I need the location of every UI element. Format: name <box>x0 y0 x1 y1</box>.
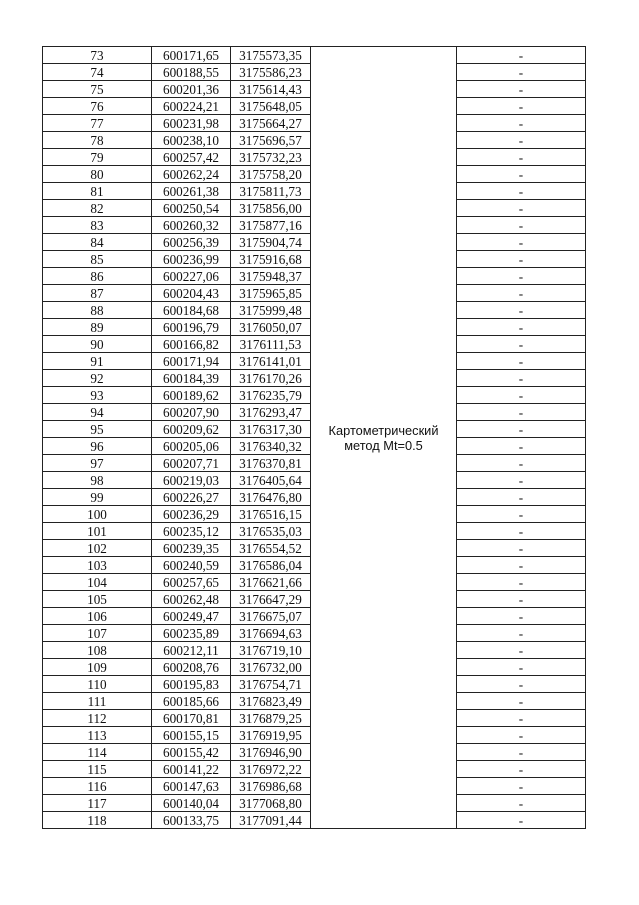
note-cell: - <box>457 370 586 387</box>
note-cell: - <box>457 234 586 251</box>
note-cell: - <box>457 795 586 812</box>
note-cell: - <box>457 64 586 81</box>
x-coordinate-cell: 600257,42 <box>152 149 231 166</box>
note-cell: - <box>457 421 586 438</box>
y-coordinate-cell: 3177068,80 <box>231 795 311 812</box>
point-number-cell: 118 <box>43 812 152 829</box>
note-cell: - <box>457 285 586 302</box>
note-cell: - <box>457 81 586 98</box>
y-coordinate-cell: 3176946,90 <box>231 744 311 761</box>
x-coordinate-cell: 600140,04 <box>152 795 231 812</box>
x-coordinate-cell: 600240,59 <box>152 557 231 574</box>
coordinates-table <box>42 46 586 829</box>
point-number-cell: 109 <box>43 659 152 676</box>
note-cell: - <box>457 98 586 115</box>
y-coordinate-cell: 3176986,68 <box>231 778 311 795</box>
point-number-cell: 81 <box>43 183 152 200</box>
note-cell: - <box>457 132 586 149</box>
point-number-cell: 94 <box>43 404 152 421</box>
x-coordinate-cell: 600219,03 <box>152 472 231 489</box>
x-coordinate-cell: 600166,82 <box>152 336 231 353</box>
x-coordinate-cell: 600250,54 <box>152 200 231 217</box>
point-number-cell: 79 <box>43 149 152 166</box>
point-number-cell: 113 <box>43 727 152 744</box>
y-coordinate-cell: 3175732,23 <box>231 149 311 166</box>
point-number-cell: 116 <box>43 778 152 795</box>
x-coordinate-cell: 600209,62 <box>152 421 231 438</box>
y-coordinate-cell: 3176719,10 <box>231 642 311 659</box>
note-cell: - <box>457 47 586 64</box>
note-cell: - <box>457 336 586 353</box>
point-number-cell: 100 <box>43 506 152 523</box>
point-number-cell: 77 <box>43 115 152 132</box>
y-coordinate-cell: 3176405,64 <box>231 472 311 489</box>
y-coordinate-cell: 3175758,20 <box>231 166 311 183</box>
point-number-cell: 73 <box>43 47 152 64</box>
point-number-cell: 97 <box>43 455 152 472</box>
x-coordinate-cell: 600262,48 <box>152 591 231 608</box>
y-coordinate-cell: 3175948,37 <box>231 268 311 285</box>
point-number-cell: 92 <box>43 370 152 387</box>
note-cell: - <box>457 404 586 421</box>
note-cell: - <box>457 540 586 557</box>
point-number-cell: 106 <box>43 608 152 625</box>
y-coordinate-cell: 3176111,53 <box>231 336 311 353</box>
point-number-cell: 117 <box>43 795 152 812</box>
point-number-cell: 86 <box>43 268 152 285</box>
method-name: Картометрический <box>328 422 439 438</box>
table-row <box>43 47 586 64</box>
note-cell: - <box>457 676 586 693</box>
x-coordinate-cell: 600207,71 <box>152 455 231 472</box>
x-coordinate-cell: 600195,83 <box>152 676 231 693</box>
y-coordinate-cell: 3176293,47 <box>231 404 311 421</box>
point-number-cell: 90 <box>43 336 152 353</box>
x-coordinate-cell: 600184,39 <box>152 370 231 387</box>
note-cell: - <box>457 149 586 166</box>
point-number-cell: 96 <box>43 438 152 455</box>
y-coordinate-cell: 3176754,71 <box>231 676 311 693</box>
point-number-cell: 103 <box>43 557 152 574</box>
point-number-cell: 114 <box>43 744 152 761</box>
y-coordinate-cell: 3176972,22 <box>231 761 311 778</box>
y-coordinate-cell: 3176586,04 <box>231 557 311 574</box>
y-coordinate-cell: 3176879,25 <box>231 710 311 727</box>
y-coordinate-cell: 3176647,29 <box>231 591 311 608</box>
point-number-cell: 83 <box>43 217 152 234</box>
y-coordinate-cell: 3175614,43 <box>231 81 311 98</box>
note-cell: - <box>457 812 586 829</box>
point-number-cell: 74 <box>43 64 152 81</box>
y-coordinate-cell: 3176554,52 <box>231 540 311 557</box>
note-cell: - <box>457 693 586 710</box>
note-cell: - <box>457 166 586 183</box>
x-coordinate-cell: 600184,68 <box>152 302 231 319</box>
y-coordinate-cell: 3176370,81 <box>231 455 311 472</box>
x-coordinate-cell: 600231,98 <box>152 115 231 132</box>
note-cell: - <box>457 557 586 574</box>
point-number-cell: 85 <box>43 251 152 268</box>
coordinates-table-body <box>43 47 586 829</box>
y-coordinate-cell: 3175573,35 <box>231 47 311 64</box>
note-cell: - <box>457 523 586 540</box>
x-coordinate-cell: 600205,06 <box>152 438 231 455</box>
x-coordinate-cell: 600155,42 <box>152 744 231 761</box>
point-number-cell: 89 <box>43 319 152 336</box>
note-cell: - <box>457 353 586 370</box>
note-cell: - <box>457 268 586 285</box>
y-coordinate-cell: 3175965,85 <box>231 285 311 302</box>
note-cell: - <box>457 455 586 472</box>
point-number-cell: 111 <box>43 693 152 710</box>
x-coordinate-cell: 600235,89 <box>152 625 231 642</box>
note-cell: - <box>457 625 586 642</box>
y-coordinate-cell: 3176317,30 <box>231 421 311 438</box>
y-coordinate-cell: 3175811,73 <box>231 183 311 200</box>
point-number-cell: 87 <box>43 285 152 302</box>
note-cell: - <box>457 659 586 676</box>
note-cell: - <box>457 489 586 506</box>
y-coordinate-cell: 3175664,27 <box>231 115 311 132</box>
point-number-cell: 91 <box>43 353 152 370</box>
x-coordinate-cell: 600212,11 <box>152 642 231 659</box>
x-coordinate-cell: 600249,47 <box>152 608 231 625</box>
y-coordinate-cell: 3177091,44 <box>231 812 311 829</box>
point-number-cell: 112 <box>43 710 152 727</box>
note-cell: - <box>457 778 586 795</box>
x-coordinate-cell: 600185,66 <box>152 693 231 710</box>
y-coordinate-cell: 3175696,57 <box>231 132 311 149</box>
note-cell: - <box>457 727 586 744</box>
note-cell: - <box>457 387 586 404</box>
y-coordinate-cell: 3176823,49 <box>231 693 311 710</box>
point-number-cell: 82 <box>43 200 152 217</box>
x-coordinate-cell: 600155,15 <box>152 727 231 744</box>
note-cell: - <box>457 574 586 591</box>
note-cell: - <box>457 744 586 761</box>
y-coordinate-cell: 3176476,80 <box>231 489 311 506</box>
y-coordinate-cell: 3175648,05 <box>231 98 311 115</box>
point-number-cell: 95 <box>43 421 152 438</box>
y-coordinate-cell: 3175877,16 <box>231 217 311 234</box>
point-number-cell: 93 <box>43 387 152 404</box>
y-coordinate-cell: 3175586,23 <box>231 64 311 81</box>
note-cell: - <box>457 251 586 268</box>
note-cell: - <box>457 438 586 455</box>
y-coordinate-cell: 3175999,48 <box>231 302 311 319</box>
note-cell: - <box>457 319 586 336</box>
note-cell: - <box>457 115 586 132</box>
x-coordinate-cell: 600171,94 <box>152 353 231 370</box>
x-coordinate-cell: 600147,63 <box>152 778 231 795</box>
y-coordinate-cell: 3176340,32 <box>231 438 311 455</box>
x-coordinate-cell: 600133,75 <box>152 812 231 829</box>
y-coordinate-cell: 3176694,63 <box>231 625 311 642</box>
note-cell: - <box>457 183 586 200</box>
y-coordinate-cell: 3176050,07 <box>231 319 311 336</box>
x-coordinate-cell: 600141,22 <box>152 761 231 778</box>
y-coordinate-cell: 3176535,03 <box>231 523 311 540</box>
point-number-cell: 104 <box>43 574 152 591</box>
y-coordinate-cell: 3175904,74 <box>231 234 311 251</box>
note-cell: - <box>457 200 586 217</box>
point-number-cell: 75 <box>43 81 152 98</box>
x-coordinate-cell: 600171,65 <box>152 47 231 64</box>
point-number-cell: 110 <box>43 676 152 693</box>
y-coordinate-cell: 3175856,00 <box>231 200 311 217</box>
point-number-cell: 115 <box>43 761 152 778</box>
y-coordinate-cell: 3176235,79 <box>231 387 311 404</box>
x-coordinate-cell: 600208,76 <box>152 659 231 676</box>
x-coordinate-cell: 600239,35 <box>152 540 231 557</box>
x-coordinate-cell: 600227,06 <box>152 268 231 285</box>
y-coordinate-cell: 3176919,95 <box>231 727 311 744</box>
x-coordinate-cell: 600260,32 <box>152 217 231 234</box>
x-coordinate-cell: 600236,29 <box>152 506 231 523</box>
x-coordinate-cell: 600262,24 <box>152 166 231 183</box>
x-coordinate-cell: 600238,10 <box>152 132 231 149</box>
note-cell: - <box>457 472 586 489</box>
note-cell: - <box>457 591 586 608</box>
point-number-cell: 101 <box>43 523 152 540</box>
x-coordinate-cell: 600196,79 <box>152 319 231 336</box>
x-coordinate-cell: 600207,90 <box>152 404 231 421</box>
method-accuracy: метод Mt=0.5 <box>344 437 423 453</box>
x-coordinate-cell: 600235,12 <box>152 523 231 540</box>
y-coordinate-cell: 3176141,01 <box>231 353 311 370</box>
x-coordinate-cell: 600204,43 <box>152 285 231 302</box>
x-coordinate-cell: 600170,81 <box>152 710 231 727</box>
point-number-cell: 84 <box>43 234 152 251</box>
point-number-cell: 105 <box>43 591 152 608</box>
note-cell: - <box>457 608 586 625</box>
x-coordinate-cell: 600256,39 <box>152 234 231 251</box>
note-cell: - <box>457 642 586 659</box>
point-number-cell: 98 <box>43 472 152 489</box>
y-coordinate-cell: 3176170,26 <box>231 370 311 387</box>
y-coordinate-cell: 3176621,66 <box>231 574 311 591</box>
x-coordinate-cell: 600201,36 <box>152 81 231 98</box>
x-coordinate-cell: 600224,21 <box>152 98 231 115</box>
x-coordinate-cell: 600261,38 <box>152 183 231 200</box>
y-coordinate-cell: 3176675,07 <box>231 608 311 625</box>
note-cell: - <box>457 217 586 234</box>
x-coordinate-cell: 600236,99 <box>152 251 231 268</box>
point-number-cell: 102 <box>43 540 152 557</box>
y-coordinate-cell: 3176516,15 <box>231 506 311 523</box>
note-cell: - <box>457 710 586 727</box>
note-cell: - <box>457 506 586 523</box>
point-number-cell: 76 <box>43 98 152 115</box>
y-coordinate-cell: 3176732,00 <box>231 659 311 676</box>
point-number-cell: 80 <box>43 166 152 183</box>
point-number-cell: 107 <box>43 625 152 642</box>
x-coordinate-cell: 600189,62 <box>152 387 231 404</box>
x-coordinate-cell: 600188,55 <box>152 64 231 81</box>
x-coordinate-cell: 600226,27 <box>152 489 231 506</box>
point-number-cell: 78 <box>43 132 152 149</box>
note-cell: - <box>457 761 586 778</box>
measurement-method-cell <box>311 47 457 829</box>
y-coordinate-cell: 3175916,68 <box>231 251 311 268</box>
x-coordinate-cell: 600257,65 <box>152 574 231 591</box>
point-number-cell: 108 <box>43 642 152 659</box>
point-number-cell: 88 <box>43 302 152 319</box>
point-number-cell: 99 <box>43 489 152 506</box>
note-cell: - <box>457 302 586 319</box>
